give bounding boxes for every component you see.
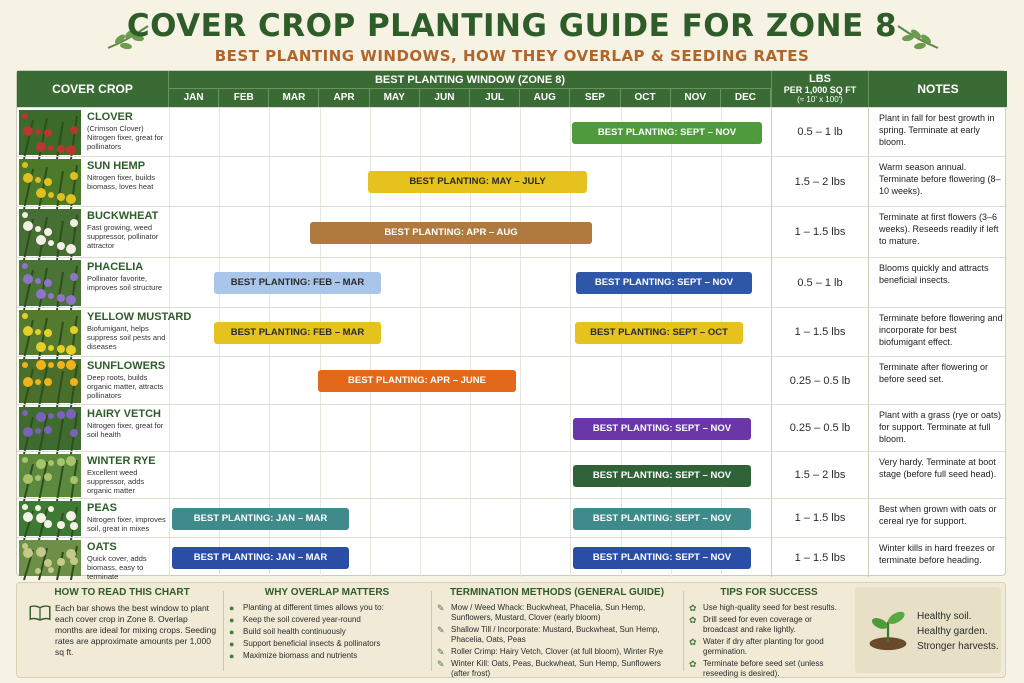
- planting-window-bar: BEST PLANTING: SEPT – NOV: [573, 508, 751, 530]
- month-gridline: [570, 405, 571, 451]
- month-gridline: [219, 157, 220, 206]
- crop-notes: Terminate at first flowers (3–6 weeks). Reseeds readily if left to mature.: [879, 212, 999, 246]
- planting-window-bar: BEST PLANTING: MAY – JULY: [368, 171, 587, 193]
- crop-photo: [19, 501, 81, 536]
- termination-section: [437, 587, 677, 681]
- month-gridline: [570, 499, 571, 537]
- page-subtitle: BEST PLANTING WINDOWS, HOW THEY OVERLAP & SEEDING RATES: [214, 47, 810, 65]
- month-gridline: [570, 308, 571, 356]
- how-to-read-text: Each bar shows the best window to plant each cover crop in Zone 8. Overlap months are ideal for mixing crops. Seeding rates are approximate amounts per 1,000 sq ft.: [55, 603, 217, 657]
- seeding-rate: 1 – 1.5 lbs: [771, 538, 869, 577]
- crop-row: [17, 257, 1007, 307]
- footer-item-text: Maximize biomass and nutrients: [243, 651, 358, 660]
- header-planting-window: BEST PLANTING WINDOW (ZONE 8): [169, 71, 771, 89]
- month-gridline: [671, 207, 672, 257]
- header-lbs: [771, 71, 869, 107]
- month-gridline: [420, 108, 421, 156]
- footer-item-text: Terminate before seed set (unless reseeding is desired).: [703, 659, 824, 678]
- month-gridline: [470, 538, 471, 577]
- termination-title: TERMINATION METHODS (GENERAL GUIDE): [449, 587, 665, 598]
- footer-list-item: [229, 627, 425, 637]
- month-gridline: [370, 499, 371, 537]
- crop-notes: Best when grown with oats or cereal rye for support.: [879, 504, 997, 526]
- month-gridline: [570, 538, 571, 577]
- month-gridline: [219, 452, 220, 498]
- divider: [683, 591, 684, 671]
- crop-name: YELLOW MUSTARD: [87, 311, 192, 323]
- crop-name: SUN HEMP: [87, 160, 146, 172]
- overlap-section: [229, 587, 425, 663]
- month-header: JUL: [470, 89, 520, 107]
- tips-section: [689, 587, 849, 681]
- crop-photo: [19, 540, 81, 576]
- footer-list-item: [437, 647, 677, 657]
- header-lbs-unit: PER 1,000 SQ FT: [783, 85, 857, 95]
- footer-item-text: Drill seed for even coverage or broadcast and rake lightly.: [703, 615, 812, 634]
- footer-list-item: [229, 615, 425, 625]
- month-gridline: [470, 405, 471, 451]
- month-gridline: [520, 405, 521, 451]
- crop-photo: [19, 359, 81, 403]
- seeding-rate: 1.5 – 2 lbs: [771, 452, 869, 498]
- month-gridline: [269, 157, 270, 206]
- planting-window-bar: BEST PLANTING: SEPT – NOV: [573, 465, 751, 487]
- tips-title: TIPS FOR SUCCESS: [720, 587, 818, 598]
- divider: [431, 591, 432, 671]
- bullet-icon: ●: [229, 639, 235, 649]
- month-gridline: [169, 499, 170, 537]
- month-gridline: [721, 357, 722, 404]
- footer-item-text: Mow / Weed Whack: Buckwheat, Phacelia, Sun Hemp, Sunflowers, Mustard, Clover (early bloom): [451, 603, 646, 622]
- motto-line: Stronger harvests.: [917, 641, 999, 652]
- month-gridline: [671, 157, 672, 206]
- month-gridline: [269, 207, 270, 257]
- tool-icon: ✎: [437, 647, 445, 657]
- crop-notes: Terminate before flowering and incorporate for best biofumigant effect.: [879, 313, 1003, 347]
- crop-notes: Terminate after flowering or before seed set.: [879, 362, 989, 384]
- month-gridline: [320, 157, 321, 206]
- planting-window-bar: BEST PLANTING: APR – AUG: [310, 222, 592, 244]
- month-gridline: [219, 108, 220, 156]
- crop-name: SUNFLOWERS: [87, 360, 166, 372]
- month-gridline: [721, 157, 722, 206]
- month-gridline: [169, 258, 170, 307]
- month-gridline: [470, 308, 471, 356]
- seeding-rate: 0.5 – 1 lb: [771, 258, 869, 307]
- month-gridline: [169, 538, 170, 577]
- month-header: NOV: [671, 89, 721, 107]
- crop-row: [17, 498, 1007, 537]
- month-gridline: [320, 108, 321, 156]
- month-gridline: [370, 405, 371, 451]
- bullet-icon: ●: [229, 615, 235, 625]
- crop-photo: [19, 110, 81, 155]
- month-header: OCT: [621, 89, 671, 107]
- seeding-rate: 0.5 – 1 lb: [771, 108, 869, 156]
- month-gridline: [621, 157, 622, 206]
- crop-photo: [19, 209, 81, 256]
- month-header: APR: [320, 89, 370, 107]
- crop-row: [17, 404, 1007, 451]
- footer-item-text: Water if dry after planting for good germination.: [703, 637, 824, 656]
- crop-row: [17, 451, 1007, 498]
- month-header: JAN: [169, 89, 219, 107]
- month-gridline: [570, 258, 571, 307]
- crop-name: HAIRY VETCH: [87, 408, 161, 420]
- crop-notes: Blooms quickly and attracts beneficial insects.: [879, 263, 989, 285]
- month-gridline: [269, 108, 270, 156]
- planting-window-bar: BEST PLANTING: SEPT – NOV: [573, 418, 751, 440]
- month-gridline: [370, 538, 371, 577]
- month-header: MAR: [269, 89, 319, 107]
- month-gridline: [320, 405, 321, 451]
- bullet-icon: ●: [229, 627, 235, 637]
- planting-window-bar: BEST PLANTING: SEPT – NOV: [572, 122, 762, 144]
- month-gridline: [520, 357, 521, 404]
- leaf-icon: ✿: [689, 637, 697, 647]
- planting-window-bar: BEST PLANTING: SEPT – NOV: [576, 272, 752, 294]
- footer-list-item: [437, 625, 677, 645]
- month-gridline: [169, 452, 170, 498]
- footer-list-item: [689, 615, 849, 635]
- footer-list-item: [229, 603, 425, 613]
- month-gridline: [621, 207, 622, 257]
- crop-photo: [19, 454, 81, 497]
- month-gridline: [219, 405, 220, 451]
- planting-table: [16, 70, 1006, 581]
- leaf-icon: ✿: [689, 603, 697, 613]
- footer-item-text: Winter Kill: Oats, Peas, Buckwheat, Sun Hemp, Sunflowers (after frost): [451, 659, 661, 678]
- crop-row: [17, 206, 1007, 257]
- month-gridline: [420, 308, 421, 356]
- motto-line: Healthy garden.: [917, 626, 988, 637]
- crop-description: Quick cover, adds biomass, easy to terminate: [87, 554, 147, 581]
- crop-description: Nitrogen fixer, great for soil health: [87, 421, 164, 439]
- crop-row: [17, 356, 1007, 404]
- month-gridline: [420, 452, 421, 498]
- month-gridline: [671, 357, 672, 404]
- month-gridline: [520, 452, 521, 498]
- month-gridline: [320, 452, 321, 498]
- planting-window-bar: BEST PLANTING: JAN – MAR: [172, 547, 349, 569]
- footer-panel: [16, 582, 1006, 678]
- crop-photo: [19, 407, 81, 450]
- crop-name: CLOVER: [87, 111, 133, 123]
- how-to-read-section: [27, 587, 217, 658]
- month-header: JUN: [420, 89, 470, 107]
- seeding-rate: 1 – 1.5 lbs: [771, 207, 869, 257]
- month-gridline: [169, 108, 170, 156]
- tool-icon: ✎: [437, 625, 445, 635]
- crop-notes: Very hardy. Terminate at boot stage (before full seed head).: [879, 457, 997, 479]
- footer-item-text: Use high-quality seed for best results.: [703, 603, 837, 612]
- month-gridline: [420, 258, 421, 307]
- footer-item-text: Roller Crimp: Hairy Vetch, Clover (at full bloom), Winter Rye: [451, 647, 664, 656]
- divider: [223, 591, 224, 671]
- month-gridline: [570, 452, 571, 498]
- seeding-rate: 1 – 1.5 lbs: [771, 308, 869, 356]
- crop-name: OATS: [87, 541, 117, 553]
- crop-description: Pollinator favorite, improves soil structure: [87, 274, 163, 292]
- crop-description: Deep roots, builds organic matter, attracts pollinators: [87, 373, 164, 400]
- footer-item-text: Keep the soil covered year-round: [243, 615, 361, 624]
- tool-icon: ✎: [437, 603, 445, 613]
- crop-row: [17, 537, 1007, 581]
- crop-notes: Winter kills in hard freezes or terminate before heading.: [879, 543, 996, 565]
- planting-window-bar: BEST PLANTING: JAN – MAR: [172, 508, 349, 530]
- overlap-title: WHY OVERLAP MATTERS: [264, 587, 390, 598]
- month-gridline: [520, 538, 521, 577]
- footer-list-item: [689, 659, 849, 679]
- month-gridline: [420, 405, 421, 451]
- bullet-icon: ●: [229, 603, 235, 613]
- month-gridline: [520, 108, 521, 156]
- month-gridline: [621, 357, 622, 404]
- seeding-rate: 0.25 – 0.5 lb: [771, 405, 869, 451]
- month-gridline: [370, 108, 371, 156]
- month-gridline: [269, 452, 270, 498]
- crop-description: Biofumigant, helps suppress soil pests and diseases: [87, 324, 166, 351]
- tool-icon: ✎: [437, 659, 445, 669]
- month-header: AUG: [520, 89, 570, 107]
- table-header: [17, 71, 1007, 107]
- leaf-icon: ✿: [689, 659, 697, 669]
- header-lbs-area: (≈ 10' x 100'): [797, 95, 843, 104]
- month-gridline: [219, 357, 220, 404]
- crop-row: [17, 156, 1007, 206]
- month-gridline: [470, 258, 471, 307]
- crop-description: Excellent weed suppressor, adds organic matter: [87, 468, 145, 495]
- month-gridline: [470, 499, 471, 537]
- footer-list-item: [689, 637, 849, 657]
- crop-photo: [19, 260, 81, 306]
- crop-description: (Crimson Clover) Nitrogen fixer, great for pollinators: [87, 124, 164, 151]
- footer-item-text: Build soil health continuously: [243, 627, 346, 636]
- header-cover-crop: COVER CROP: [17, 71, 169, 107]
- crop-description: Fast growing, weed suppressor, pollinator attractor: [87, 223, 159, 250]
- motto-line: Healthy soil.: [917, 611, 972, 622]
- seeding-rate: 1 – 1.5 lbs: [771, 499, 869, 537]
- planting-window-bar: BEST PLANTING: SEPT – OCT: [575, 322, 743, 344]
- planting-window-bar: BEST PLANTING: SEPT – NOV: [573, 547, 751, 569]
- month-gridline: [721, 207, 722, 257]
- crop-name: WINTER RYE: [87, 455, 156, 467]
- planting-window-bar: BEST PLANTING: FEB – MAR: [214, 322, 381, 344]
- month-header: FEB: [219, 89, 269, 107]
- motto-box: [855, 587, 1001, 673]
- month-gridline: [420, 538, 421, 577]
- planting-window-bar: BEST PLANTING: APR – JUNE: [318, 370, 516, 392]
- footer-list-item: [229, 651, 425, 661]
- month-gridline: [169, 405, 170, 451]
- month-gridline: [169, 207, 170, 257]
- month-gridline: [520, 308, 521, 356]
- planting-window-bar: BEST PLANTING: FEB – MAR: [214, 272, 381, 294]
- seeding-rate: 1.5 – 2 lbs: [771, 157, 869, 206]
- month-gridline: [169, 357, 170, 404]
- crop-name: BUCKWHEAT: [87, 210, 159, 222]
- footer-item-text: Planting at different times allows you to:: [243, 603, 384, 612]
- header-notes: NOTES: [917, 82, 959, 96]
- footer-list-item: [437, 603, 677, 623]
- how-to-read-title: HOW TO READ THIS CHART: [54, 587, 190, 598]
- month-gridline: [470, 452, 471, 498]
- bullet-icon: ●: [229, 651, 235, 661]
- month-gridline: [520, 499, 521, 537]
- month-gridline: [570, 357, 571, 404]
- month-gridline: [370, 452, 371, 498]
- header-lbs-title: LBS: [809, 73, 831, 85]
- month-gridline: [269, 405, 270, 451]
- crop-description: Nitrogen fixer, improves soil, great in mixes: [87, 515, 166, 533]
- crop-photo: [19, 310, 81, 355]
- seeding-rate: 0.25 – 0.5 lb: [771, 357, 869, 404]
- crop-name: PEAS: [87, 502, 117, 514]
- crop-notes: Plant in fall for best growth in spring. Terminate at early bloom.: [879, 113, 995, 147]
- seedling-icon: [865, 605, 911, 651]
- crop-description: Nitrogen fixer, builds biomass, loves heat: [87, 173, 155, 191]
- month-header: MAY: [370, 89, 420, 107]
- crop-photo: [19, 159, 81, 205]
- month-gridline: [470, 108, 471, 156]
- page-title: COVER CROP PLANTING GUIDE FOR ZONE 8: [126, 8, 898, 44]
- month-gridline: [269, 357, 270, 404]
- crop-notes: Warm season annual. Terminate before flowering (8–10 weeks).: [879, 162, 1001, 196]
- month-gridline: [420, 499, 421, 537]
- footer-item-text: Support beneficial insects & pollinators: [243, 639, 381, 648]
- footer-list-item: [689, 603, 849, 613]
- crop-name: PHACELIA: [87, 261, 144, 273]
- crop-row: [17, 107, 1007, 156]
- month-header: DEC: [721, 89, 771, 107]
- crop-notes: Plant with a grass (rye or oats) for support. Terminate at full bloom.: [879, 410, 1002, 444]
- crop-row: [17, 307, 1007, 356]
- month-gridline: [219, 207, 220, 257]
- footer-item-text: Shallow Till / Incorporate: Mustard, Buckwheat, Sun Hemp, Phacelia, Oats, Peas: [451, 625, 660, 644]
- footer-list-item: [437, 659, 677, 679]
- month-gridline: [169, 157, 170, 206]
- book-icon: [29, 605, 51, 621]
- month-header: SEP: [570, 89, 620, 107]
- month-gridline: [520, 258, 521, 307]
- leaf-icon: ✿: [689, 615, 697, 625]
- footer-list-item: [229, 639, 425, 649]
